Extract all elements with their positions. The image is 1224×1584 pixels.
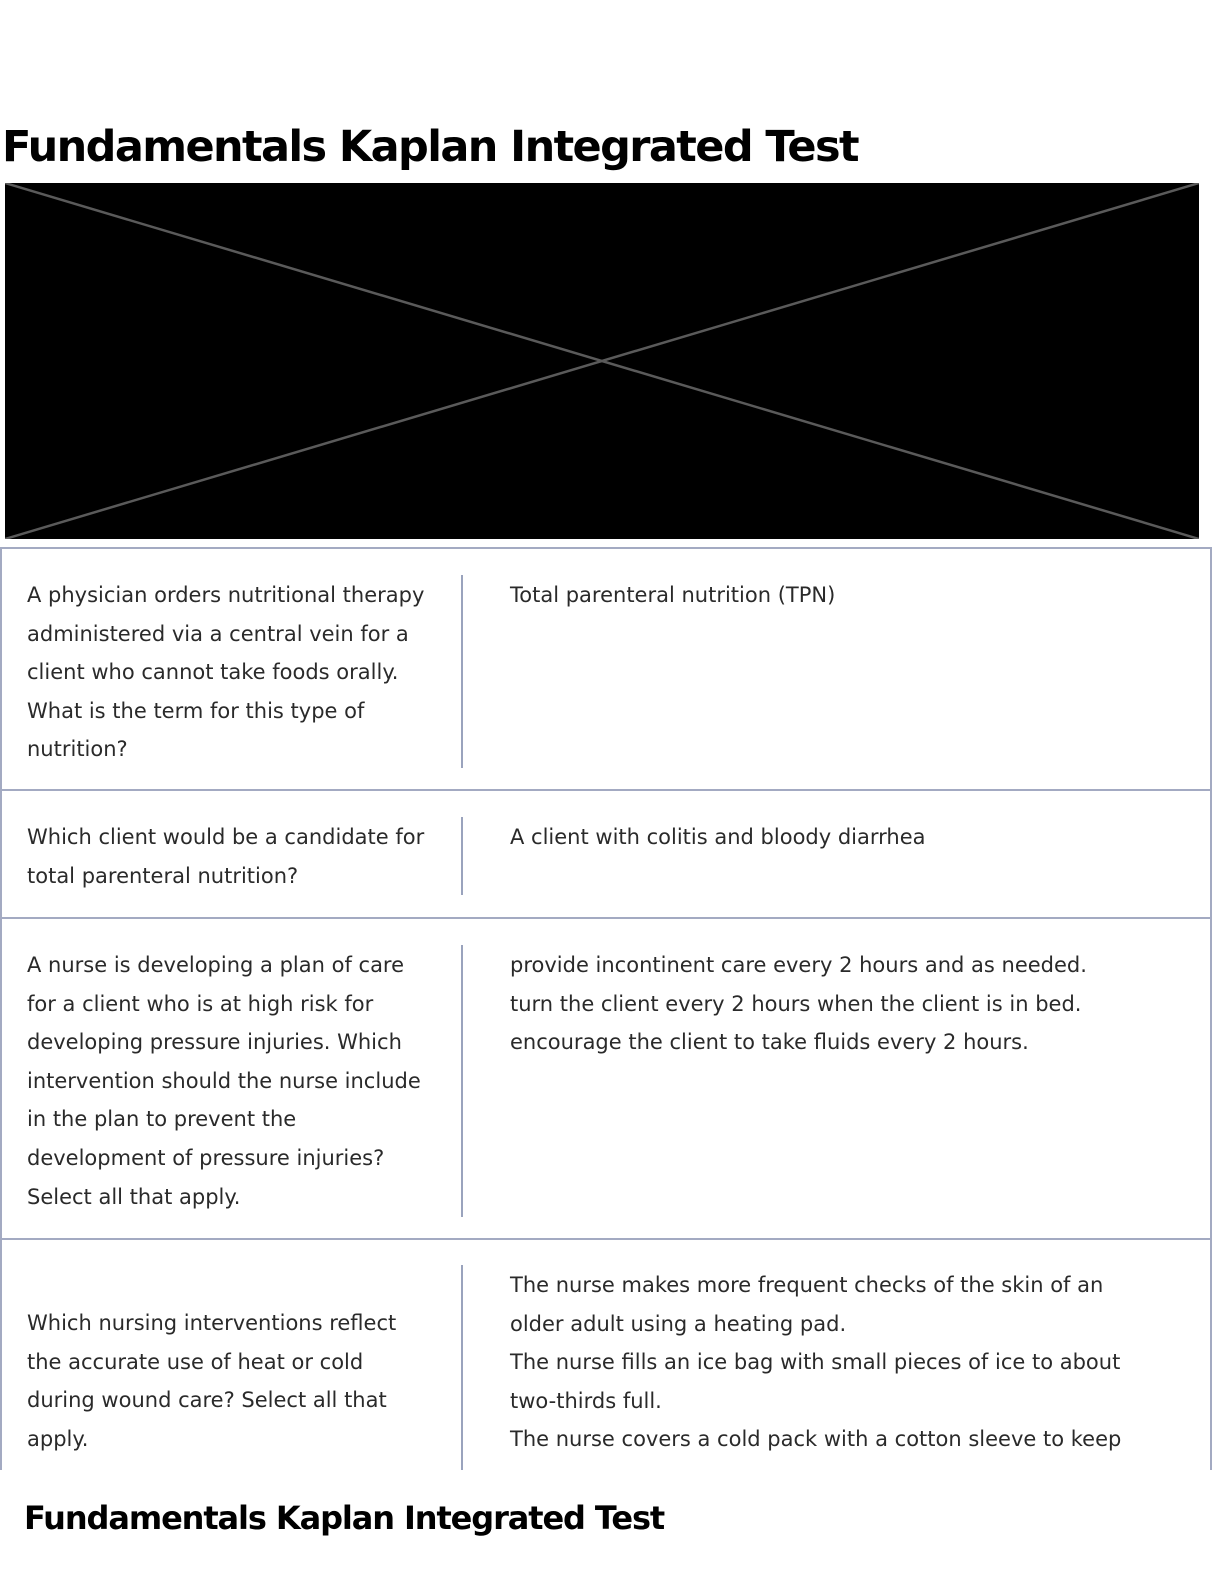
definition-line: The nurse makes more frequent checks of the skin of an [510,1273,1104,1297]
definition-line: two-thirds full. [510,1388,662,1413]
page-title: Fundamentals Kaplan Integrated Test [2,122,858,172]
definition-line: provide incontinent care every 2 hours and as needed. [510,953,1087,977]
image-placeholder [5,183,1199,539]
card-divider [461,945,463,1217]
definition-line: older adult using a heating pad. [510,1311,847,1336]
flashcard-list [0,547,1212,1470]
definition-line: The nurse fills an ice bag with small pieces of ice to about [510,1350,1121,1375]
definition-line: A client with colitis and bloody diarrhea [510,825,926,849]
definition-line: Total parenteral nutrition (TPN) [510,583,836,607]
flashcard-term: A physician orders nutritional therapy administered via a central vein for a client who cannot take foods orally. What is the term for this type of nutrition? [27,583,425,762]
flashcard[interactable] [0,547,1212,793]
footer-title: Fundamentals Kaplan Integrated Test [24,1499,665,1537]
flashcard-definition [510,818,1170,857]
flashcard[interactable] [0,789,1212,920]
definition-line: turn the client every 2 hours when the client is in bed. [510,991,1082,1016]
flashcard-definition [510,576,1170,615]
flashcard-term: A nurse is developing a plan of care for a client who is at high risk for developing pressure injuries. Which intervention should the nurse include in the plan to prevent the development of pressure injuries? Select all that apply. [27,953,421,1209]
flashcard-definition [510,946,1170,1062]
broken-image-icon [5,183,1199,539]
flashcard-term: Which client would be a candidate for total parenteral nutrition? [27,825,425,888]
card-divider [461,1265,463,1470]
flashcard[interactable] [0,1238,1212,1470]
definition-line: The nurse covers a cold pack with a cotton sleeve to keep [510,1427,1122,1452]
flashcard-term: Which nursing interventions reflect the accurate use of heat or cold during wound care? Select all that apply. [27,1311,397,1451]
definition-line: encourage the client to take fluids every 2 hours. [510,1030,1029,1055]
flashcard[interactable] [0,917,1212,1242]
flashcard-definition [510,1266,1170,1459]
card-divider [461,817,463,895]
card-divider [461,575,463,768]
